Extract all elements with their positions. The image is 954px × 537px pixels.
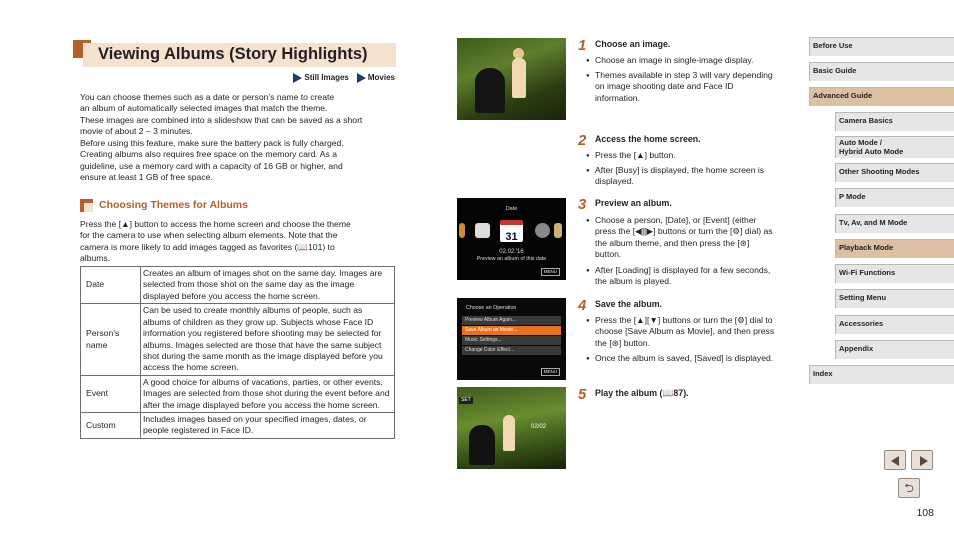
step-bullet: ● Once the album is saved, [Saved] is displayed.	[586, 353, 776, 364]
section-marker	[80, 199, 93, 212]
chevron-right-icon	[920, 456, 928, 466]
nav-p-mode[interactable]: P Mode	[835, 188, 954, 207]
theme-name: Event	[81, 375, 141, 412]
section-heading	[80, 199, 248, 213]
prev-page-button[interactable]	[884, 450, 906, 470]
page-title-block	[73, 40, 396, 67]
menu-key-icon: MENU	[541, 368, 560, 376]
step-bullet: ● Press the [▲][▼] buttons or turn the [⚙] dial to choose [Save Album as Movie], and then press the [⊛] button.	[586, 315, 776, 349]
step-title: Choose an image.	[595, 39, 671, 49]
intro-text: You can choose themes such as a date or person’s name to create an album of automatically selected images that match the theme. These images are combined into a slideshow that can be saved as a short movie of about 2 – 3 minutes. Before using this feature, make sure the battery pack is fully charged. Creating albums also requires free space on the memory card. As a guideline, use a memory card with a capacity of 16 GB or higher, and ensure at least 1 GB of free space.	[80, 92, 363, 182]
step-title: Play the album (📖87).	[595, 388, 689, 398]
calendar-icon: 31	[500, 220, 523, 242]
theme-description: A good choice for albums of vacations, parties, or other events. Images are selected from those shot during the event before and after the image displayed before you access the home screen.	[141, 375, 395, 412]
step-bullet: ● After [Busy] is displayed, the home screen is displayed.	[586, 165, 776, 188]
theme-description: Includes images based on your specified images, dates, or people registered in Face ID.	[141, 413, 395, 439]
step-number: 1	[578, 37, 587, 54]
table-row	[81, 304, 395, 376]
step-bullet: ● After [Loading] is displayed for a few seconds, the album is played.	[586, 265, 776, 288]
set-label: SET	[461, 397, 471, 403]
themes-table	[80, 266, 395, 439]
menu-item-music-settings: Music Settings...	[462, 336, 561, 345]
camera-operation-menu	[457, 298, 566, 380]
nav-before-use[interactable]: Before Use	[809, 37, 954, 56]
photo-album-playback	[457, 387, 566, 469]
step-bullet: ● Press the [▲] button.	[586, 150, 776, 161]
theme-description: Can be used to create monthly albums of people, such as albums of children as they grow up. Subjects whose Face ID information you registered before shooting may be selected for albums. Images selected are those that have the same subject shot during the same month as the image displayed before you access the home screen.	[141, 304, 395, 376]
return-button[interactable]	[898, 478, 920, 498]
playback-date: 02/02	[531, 424, 547, 430]
page-number: 108	[916, 507, 934, 519]
nav-tv-av-m-mode[interactable]: Tv, Av, and M Mode	[835, 214, 954, 233]
step-number: 3	[578, 196, 587, 213]
camera-home-screen	[457, 198, 566, 280]
nav-wifi-functions[interactable]: Wi-Fi Functions	[835, 264, 954, 283]
step-bullet: ● Choose an image in single-image display.	[586, 55, 776, 66]
nav-advanced-guide[interactable]: Advanced Guide	[809, 87, 954, 106]
table-row	[81, 267, 395, 304]
nav-auto-mode[interactable]: Auto Mode / Hybrid Auto Mode	[835, 136, 954, 158]
event-icon	[459, 223, 465, 238]
date-value: 02.02.'16	[499, 249, 524, 255]
theme-name: Custom	[81, 413, 141, 439]
menu-item-save-album: Save Album as Movie...	[462, 326, 561, 335]
menu-item-preview-again: Preview Album Again...	[462, 316, 561, 325]
step-number: 5	[578, 386, 587, 403]
mode-indicators	[293, 73, 395, 84]
nav-playback-mode[interactable]: Playback Mode	[835, 239, 954, 258]
section-text: Press the [▲] button to access the home screen and choose the theme for the camera to use when selecting album elements. Note that the camera is more likely to add images tagged as favorites (📖101) to albums.	[80, 219, 351, 264]
table-row	[81, 413, 395, 439]
nav-accessories[interactable]: Accessories	[835, 315, 954, 334]
nav-setting-menu[interactable]: Setting Menu	[835, 289, 954, 308]
step-title: Access the home screen.	[595, 134, 701, 144]
nav-appendix[interactable]: Appendix	[835, 340, 954, 359]
step-title: Save the album.	[595, 299, 662, 309]
theme-name: Date	[81, 267, 141, 304]
step-title: Preview an album.	[595, 198, 672, 208]
nav-index[interactable]: Index	[809, 365, 954, 384]
theme-name: Person’s name	[81, 304, 141, 376]
menu-key-icon: MENU	[541, 268, 560, 276]
theme-label: Date	[505, 206, 518, 212]
table-row	[81, 375, 395, 412]
chevron-left-icon	[891, 456, 899, 466]
nav-other-shooting-modes[interactable]: Other Shooting Modes	[835, 163, 954, 182]
next-page-button[interactable]	[911, 450, 933, 470]
calendar-small-icon	[475, 223, 490, 238]
photo-single-image-display	[457, 38, 566, 120]
nav-basic-guide[interactable]: Basic Guide	[809, 62, 954, 81]
mode-movies: Movies	[357, 73, 395, 84]
section-title: Choosing Themes for Albums	[99, 199, 248, 211]
theme-description: Creates an album of images shot on the same day. Images are selected from those shot on the same day as the image displayed before you access the home screen.	[141, 267, 395, 304]
return-icon: ⮌	[904, 481, 914, 495]
mode-still-images: Still Images	[293, 73, 348, 84]
event-icon	[554, 223, 562, 238]
arrow-right-icon	[293, 73, 302, 83]
arrow-right-icon	[357, 73, 366, 83]
operation-header: Choose an Operation	[466, 305, 517, 311]
date-caption: Preview an album of this date	[476, 256, 547, 262]
person-icon	[535, 223, 550, 238]
step-number: 2	[578, 132, 587, 149]
page-title: Viewing Albums (Story Highlights)	[98, 45, 368, 63]
nav-camera-basics[interactable]: Camera Basics	[835, 112, 954, 131]
step-number: 4	[578, 297, 587, 314]
step-bullet: ● Themes available in step 3 will vary depending on image shooting date and Face ID information.	[586, 70, 776, 104]
step-bullet: ● Choose a person, [Date], or [Event] (either press the [◀][▶] buttons or turn the [⚙] dial) as the album theme, and then press the [⊛] button.	[586, 215, 776, 261]
menu-item-color-effect: Change Color Effect...	[462, 346, 561, 355]
